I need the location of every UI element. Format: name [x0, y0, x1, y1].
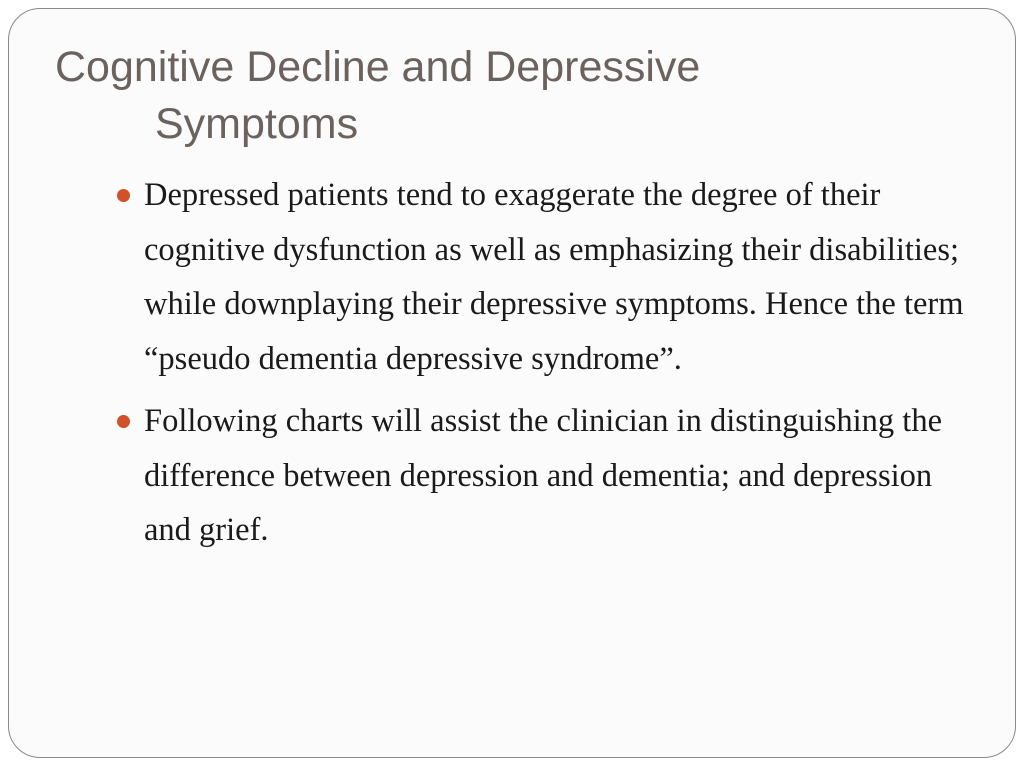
bullet-dot-icon: [117, 415, 130, 428]
slide-title: [55, 39, 955, 153]
slide-title-line-1: Cognitive Decline and Depressive: [55, 43, 701, 91]
bullet-item: [144, 168, 964, 386]
bullet-text: Following charts will assist the clinician in distinguishing the difference between depression and dementia; and depression and grief.: [144, 403, 942, 548]
bullet-item: [144, 394, 964, 558]
bullet-text: Depressed patients tend to exaggerate the degree of their cognitive dysfunction as well as emphasizing their disabilities; while downplaying their depressive symptoms. Hence the term “pseudo dementia depressive syndrome”.: [144, 177, 964, 377]
bullet-list: [144, 168, 964, 566]
slide-title-line-2: Symptoms: [155, 100, 359, 148]
bullet-dot-icon: [117, 189, 130, 202]
